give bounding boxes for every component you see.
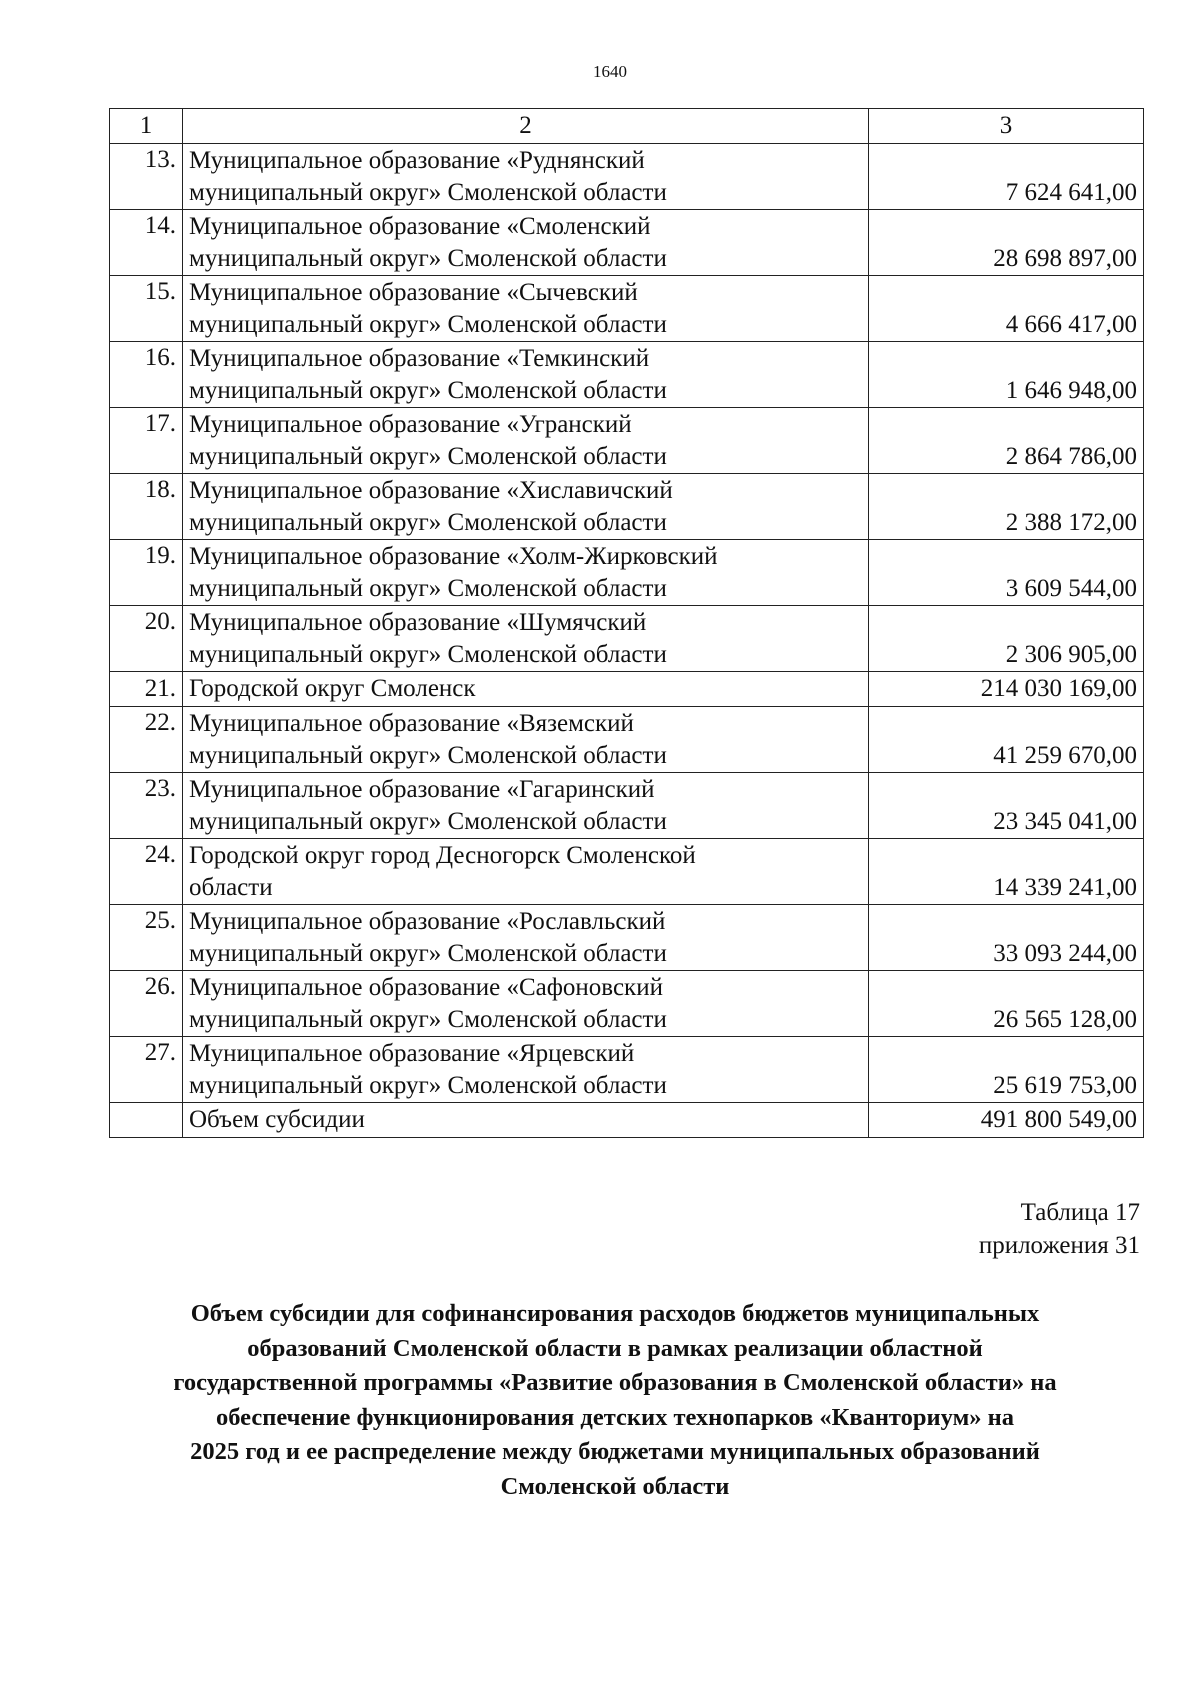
table-row xyxy=(110,1037,1144,1103)
total-label: Объем субсидии xyxy=(183,1103,869,1138)
municipality-name xyxy=(183,540,869,606)
municipality-name-line: Муниципальное образование «Угранский xyxy=(189,411,632,438)
table-row xyxy=(110,971,1144,1037)
header-col-1: 1 xyxy=(110,109,183,144)
table-caption xyxy=(979,1196,1140,1262)
subsidy-amount: 4 666 417,00 xyxy=(869,276,1144,342)
subsidy-amount: 214 030 169,00 xyxy=(869,672,1144,707)
municipality-name-line: муниципальный округ» Смоленской области xyxy=(189,575,667,602)
table-row xyxy=(110,276,1144,342)
municipality-name xyxy=(183,144,869,210)
municipality-name-line: Городской округ Смоленск xyxy=(189,675,476,702)
municipality-name-line: Муниципальное образование «Хиславичский xyxy=(189,477,673,504)
subsidy-amount: 25 619 753,00 xyxy=(869,1037,1144,1103)
municipality-name-line: Муниципальное образование «Смоленский xyxy=(189,213,651,240)
municipality-name-line: Муниципальное образование «Холм-Жирковский xyxy=(189,543,718,570)
subsidy-amount: 2 864 786,00 xyxy=(869,408,1144,474)
municipality-name-line: муниципальный округ» Смоленской области xyxy=(189,808,667,835)
row-number: 23. xyxy=(110,773,183,839)
row-number: 18. xyxy=(110,474,183,540)
total-amount: 491 800 549,00 xyxy=(869,1103,1144,1138)
municipality-name-line: Городской округ город Десногорск Смоленской xyxy=(189,842,696,869)
subsidy-amount: 1 646 948,00 xyxy=(869,342,1144,408)
municipality-name-line: муниципальный округ» Смоленской области xyxy=(189,742,667,769)
municipality-name-line: муниципальный округ» Смоленской области xyxy=(189,940,667,967)
municipality-name xyxy=(183,773,869,839)
municipality-name-line: муниципальный округ» Смоленской области xyxy=(189,1006,667,1033)
row-number: 17. xyxy=(110,408,183,474)
table-row xyxy=(110,408,1144,474)
row-number: 21. xyxy=(110,672,183,707)
municipality-name-line: Муниципальное образование «Руднянский xyxy=(189,147,645,174)
municipality-name-line: Муниципальное образование «Сычевский xyxy=(189,279,638,306)
subsidy-amount: 2 306 905,00 xyxy=(869,606,1144,672)
total-row xyxy=(110,1103,1144,1138)
municipality-name xyxy=(183,606,869,672)
header-col-3: 3 xyxy=(869,109,1144,144)
header-col-2: 2 xyxy=(183,109,869,144)
table-row xyxy=(110,342,1144,408)
subsidy-amount: 28 698 897,00 xyxy=(869,210,1144,276)
municipality-name-line: Муниципальное образование «Рославльский xyxy=(189,908,666,935)
municipality-name-line: муниципальный округ» Смоленской области xyxy=(189,641,667,668)
table-row xyxy=(110,707,1144,773)
municipality-name-line: Муниципальное образование «Сафоновский xyxy=(189,974,663,1001)
row-number: 13. xyxy=(110,144,183,210)
municipality-name xyxy=(183,707,869,773)
municipality-name-line: муниципальный округ» Смоленской области xyxy=(189,377,667,404)
municipality-name-line: Муниципальное образование «Вяземский xyxy=(189,710,634,737)
municipality-name xyxy=(183,210,869,276)
subsidy-amount: 33 093 244,00 xyxy=(869,905,1144,971)
municipality-name-line: Муниципальное образование «Ярцевский xyxy=(189,1040,635,1067)
municipality-name-line: области xyxy=(189,874,273,901)
page-number: 1640 xyxy=(593,62,627,81)
municipality-name xyxy=(183,474,869,540)
subsidy-amount: 26 565 128,00 xyxy=(869,971,1144,1037)
municipality-name xyxy=(183,276,869,342)
municipality-name xyxy=(183,342,869,408)
municipality-name-line: Муниципальное образование «Гагаринский xyxy=(189,776,655,803)
subsidy-amount: 23 345 041,00 xyxy=(869,773,1144,839)
row-number: 25. xyxy=(110,905,183,971)
row-number: 22. xyxy=(110,707,183,773)
row-number: 24. xyxy=(110,839,183,905)
table-row xyxy=(110,606,1144,672)
table-row xyxy=(110,773,1144,839)
title-line: образований Смоленской области в рамках реализации областной xyxy=(247,1334,983,1362)
municipality-name xyxy=(183,839,869,905)
row-number: 20. xyxy=(110,606,183,672)
row-number: 15. xyxy=(110,276,183,342)
subsidy-amount: 14 339 241,00 xyxy=(869,839,1144,905)
table-row xyxy=(110,474,1144,540)
municipality-name xyxy=(183,408,869,474)
municipality-name xyxy=(183,1037,869,1103)
table-header-row xyxy=(110,109,1144,144)
table-row xyxy=(110,144,1144,210)
municipality-name-line: муниципальный округ» Смоленской области xyxy=(189,179,667,206)
title-line: Смоленской области xyxy=(500,1472,730,1500)
subsidy-amount: 41 259 670,00 xyxy=(869,707,1144,773)
municipality-name-line: муниципальный округ» Смоленской области xyxy=(189,1072,667,1099)
subsidy-amount: 7 624 641,00 xyxy=(869,144,1144,210)
municipality-name-line: муниципальный округ» Смоленской области xyxy=(189,443,667,470)
title-line: Объем субсидии для софинансирования расходов бюджетов муниципальных xyxy=(190,1300,1040,1327)
municipality-name xyxy=(183,672,869,707)
subsidy-distribution-table xyxy=(109,108,1144,1138)
municipality-name xyxy=(183,971,869,1037)
table-row xyxy=(110,905,1144,971)
municipality-name-line: муниципальный округ» Смоленской области xyxy=(189,509,667,536)
row-number: 26. xyxy=(110,971,183,1037)
title-line: обеспечение функционирования детских технопарков «Кванториум» на xyxy=(216,1403,1014,1431)
municipality-name-line: Муниципальное образование «Темкинский xyxy=(189,345,650,372)
caption-appendix: приложения 31 xyxy=(978,1232,1140,1259)
municipality-name-line: муниципальный округ» Смоленской области xyxy=(189,245,667,272)
municipality-name-line: Муниципальное образование «Шумячский xyxy=(189,609,647,636)
total-empty-cell xyxy=(110,1103,183,1138)
table-row xyxy=(110,540,1144,606)
row-number: 19. xyxy=(110,540,183,606)
row-number: 27. xyxy=(110,1037,183,1103)
row-number: 14. xyxy=(110,210,183,276)
title-line: 2025 год и ее распределение между бюджетами муниципальных образований xyxy=(190,1438,1040,1465)
section-title xyxy=(90,1297,1140,1504)
caption-table-number: Таблица 17 xyxy=(1020,1199,1140,1226)
subsidy-amount: 2 388 172,00 xyxy=(869,474,1144,540)
title-line: государственной программы «Развитие образования в Смоленской области» на xyxy=(173,1369,1057,1396)
table-row xyxy=(110,672,1144,707)
table-row xyxy=(110,839,1144,905)
municipality-name xyxy=(183,905,869,971)
subsidy-amount: 3 609 544,00 xyxy=(869,540,1144,606)
municipality-name-line: муниципальный округ» Смоленской области xyxy=(189,311,667,338)
table-row xyxy=(110,210,1144,276)
row-number: 16. xyxy=(110,342,183,408)
